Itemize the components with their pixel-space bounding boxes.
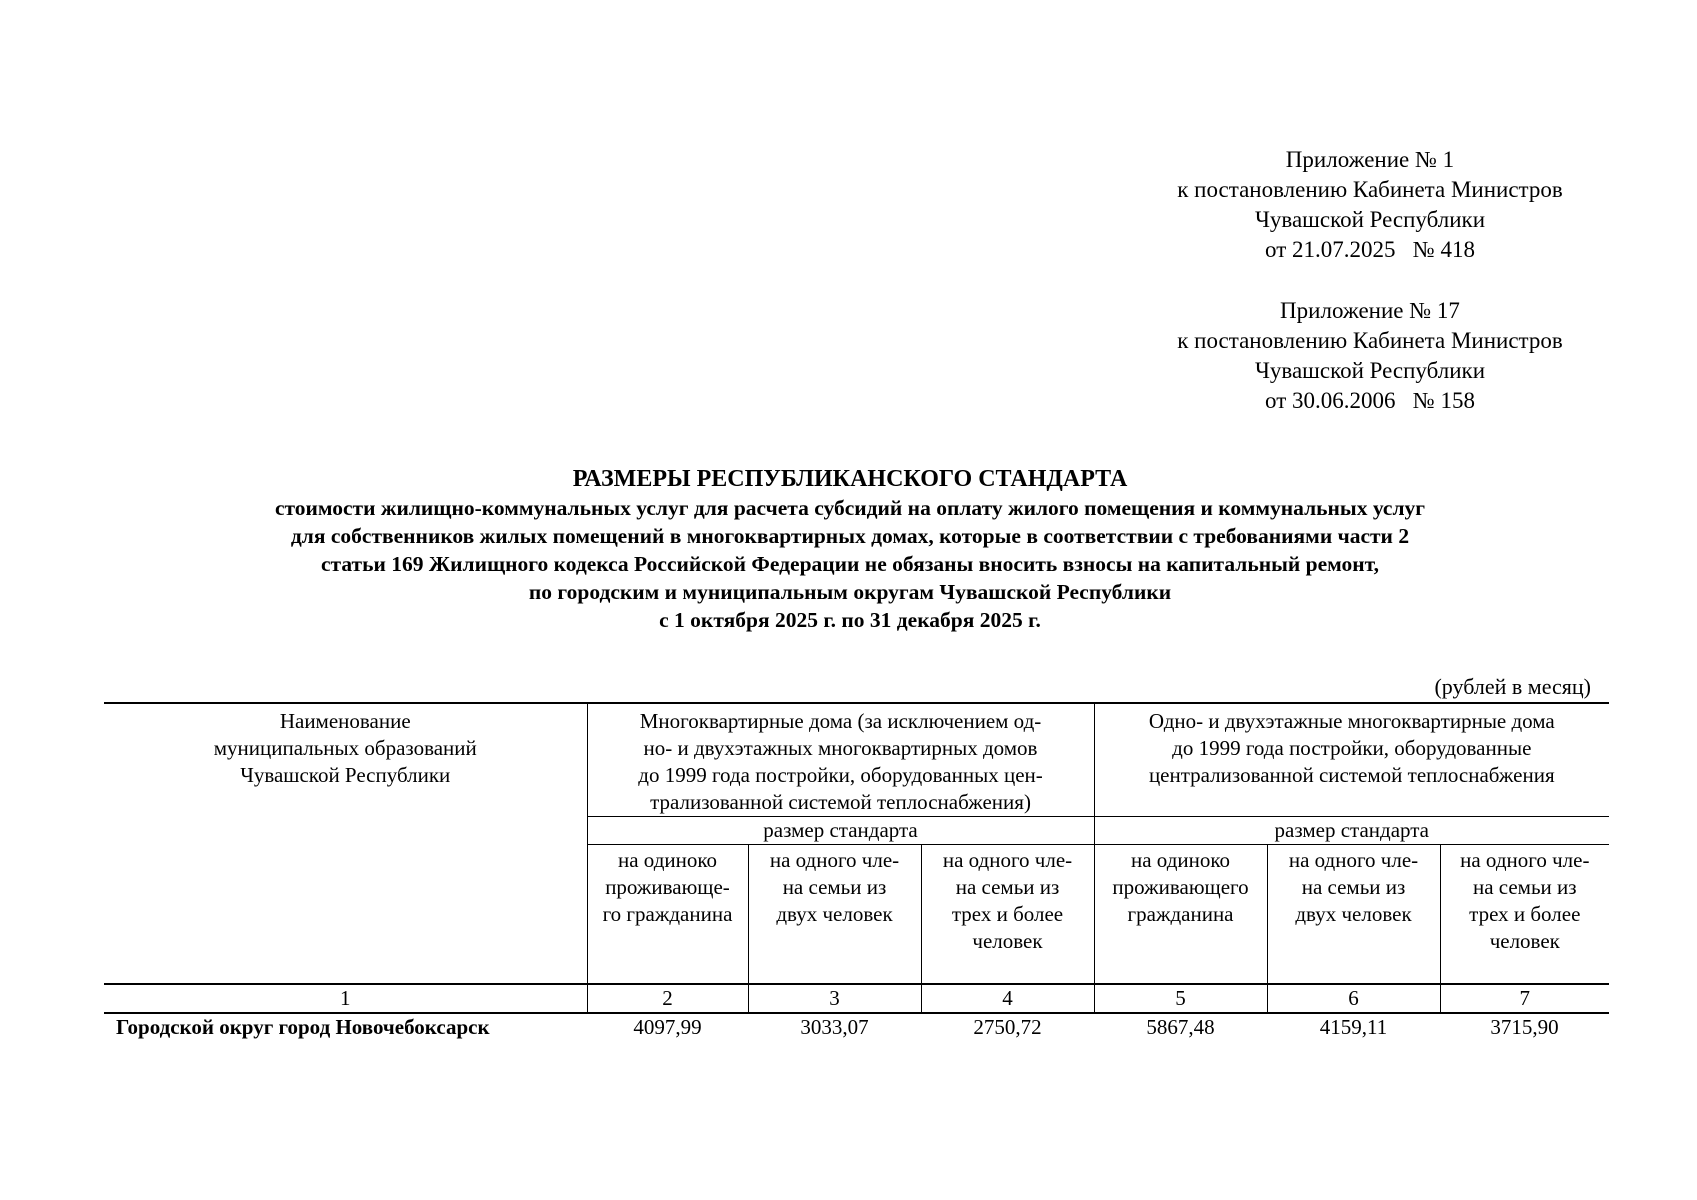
appendix-17-line-4: от 30.06.2006 № 158 [1265, 388, 1475, 413]
header-b-family-of-two [1267, 845, 1440, 985]
header-b-single-citizen [1094, 845, 1267, 985]
header-a2-line-2: на семьи из [782, 875, 887, 899]
header-a3-line-2: на семьи из [955, 875, 1060, 899]
table-row [104, 1013, 1609, 1044]
column-number: 5 [1094, 984, 1267, 1013]
header-b3-line-2: на семьи из [1472, 875, 1577, 899]
header-group-a-line-1: Многоквартирные дома (за исключением од- [639, 709, 1042, 733]
header-b1-line-2: проживающего [1112, 875, 1249, 899]
header-b2-line-1: на одного чле- [1288, 848, 1419, 872]
header-a1-line-3: го гражданина [602, 902, 733, 926]
document-subtitle-line-3: статьи 169 Жилищного кодекса Российской Федерации не обязаны вносить взносы на капитальный ремонт, [321, 552, 1379, 576]
appendix-1-line-2: к постановлению Кабинета Министров [1177, 177, 1563, 202]
value-cell-5: 5867,48 [1094, 1013, 1267, 1044]
header-a-family-of-two [748, 845, 921, 985]
header-group-b-line-2: до 1999 года постройки, оборудованные [1172, 736, 1532, 760]
column-number: 4 [921, 984, 1094, 1013]
column-number: 6 [1267, 984, 1440, 1013]
document-title [104, 464, 1596, 634]
header-low-rise-buildings [1094, 703, 1609, 817]
municipality-name-cell: Городской округ город Новочебоксарск [104, 1013, 587, 1044]
appendix-17-line-3: Чувашской Республики [1254, 358, 1486, 383]
header-b2-line-3: двух человек [1295, 902, 1412, 926]
appendix-17-line-2: к постановлению Кабинета Министров [1177, 328, 1563, 353]
header-b3-line-3: трех и более [1469, 902, 1581, 926]
table-header-row-1 [104, 703, 1609, 817]
header-a1-line-2: проживающе- [605, 875, 730, 899]
header-group-a-line-2: но- и двухэтажных многоквартирных домов [643, 736, 1038, 760]
header-b3-line-1: на одного чле- [1460, 848, 1590, 872]
header-a-family-of-three [921, 845, 1094, 985]
header-municipality-line-3: Чувашской Республики [240, 763, 451, 787]
header-apartment-buildings [587, 703, 1094, 817]
document-period: с 1 октября 2025 г. по 31 декабря 2025 г. [659, 608, 1041, 632]
column-number: 3 [748, 984, 921, 1013]
header-b1-line-1: на одиноко [1131, 848, 1231, 872]
appendix-17-block [1150, 296, 1590, 416]
column-number-row [104, 984, 1609, 1013]
header-standard-size-b: размер стандарта [1094, 817, 1609, 845]
appendix-17-line-1: Приложение № 17 [1280, 298, 1460, 323]
header-municipality-line-1: Наименование [279, 709, 411, 733]
header-a3-line-4: человек [972, 929, 1043, 953]
header-standard-size-a: размер стандарта [587, 817, 1094, 845]
document-subtitle-line-2: для собственников жилых помещений в многоквартирных домах, которые в соответствии с требованиями части 2 [290, 524, 1410, 548]
header-b3-line-4: человек [1489, 929, 1560, 953]
header-b-family-of-three [1440, 845, 1609, 985]
header-group-b-line-3: централизованной системой теплоснабжения [1148, 763, 1555, 787]
value-cell-7: 3715,90 [1440, 1013, 1609, 1044]
header-a1-line-1: на одиноко [617, 848, 717, 872]
appendix-1-line-4: от 21.07.2025 № 418 [1265, 237, 1475, 262]
standards-table [104, 702, 1609, 1044]
value-cell-3: 3033,07 [748, 1013, 921, 1044]
header-group-a-line-3: до 1999 года постройки, оборудованных цен- [638, 763, 1043, 787]
appendix-1-line-1: Приложение № 1 [1285, 147, 1455, 172]
units-note: (рублей в месяц) [1434, 674, 1591, 699]
header-municipality-line-2: муниципальных образований [213, 736, 477, 760]
column-number: 7 [1440, 984, 1609, 1013]
value-cell-2: 4097,99 [587, 1013, 748, 1044]
header-a3-line-3: трех и более [951, 902, 1064, 926]
header-municipality-name [104, 703, 587, 984]
header-group-a-line-4: трализованной системой теплоснабжения) [650, 790, 1031, 814]
value-cell-6: 4159,11 [1267, 1013, 1440, 1044]
header-a3-line-1: на одного чле- [942, 848, 1073, 872]
header-a2-line-3: двух человек [776, 902, 893, 926]
header-group-b-line-1: Одно- и двухэтажные многоквартирные дома [1148, 709, 1555, 733]
value-cell-4: 2750,72 [921, 1013, 1094, 1044]
document-subtitle-line-1: стоимости жилищно-коммунальных услуг для расчета субсидий на оплату жилого помещения и коммунальных услуг [274, 496, 1426, 520]
document-main-title: РАЗМЕРЫ РЕСПУБЛИКАНСКОГО СТАНДАРТА [572, 466, 1128, 492]
appendix-1-block [1150, 145, 1590, 265]
header-b1-line-3: гражданина [1127, 902, 1234, 926]
column-number: 2 [587, 984, 748, 1013]
column-number: 1 [104, 984, 587, 1013]
document-subtitle-line-4: по городским и муниципальным округам Чувашской Республики [528, 580, 1172, 604]
header-b2-line-2: на семьи из [1301, 875, 1406, 899]
header-a-single-citizen [587, 845, 748, 985]
header-a2-line-1: на одного чле- [769, 848, 900, 872]
appendix-1-line-3: Чувашской Республики [1254, 207, 1486, 232]
